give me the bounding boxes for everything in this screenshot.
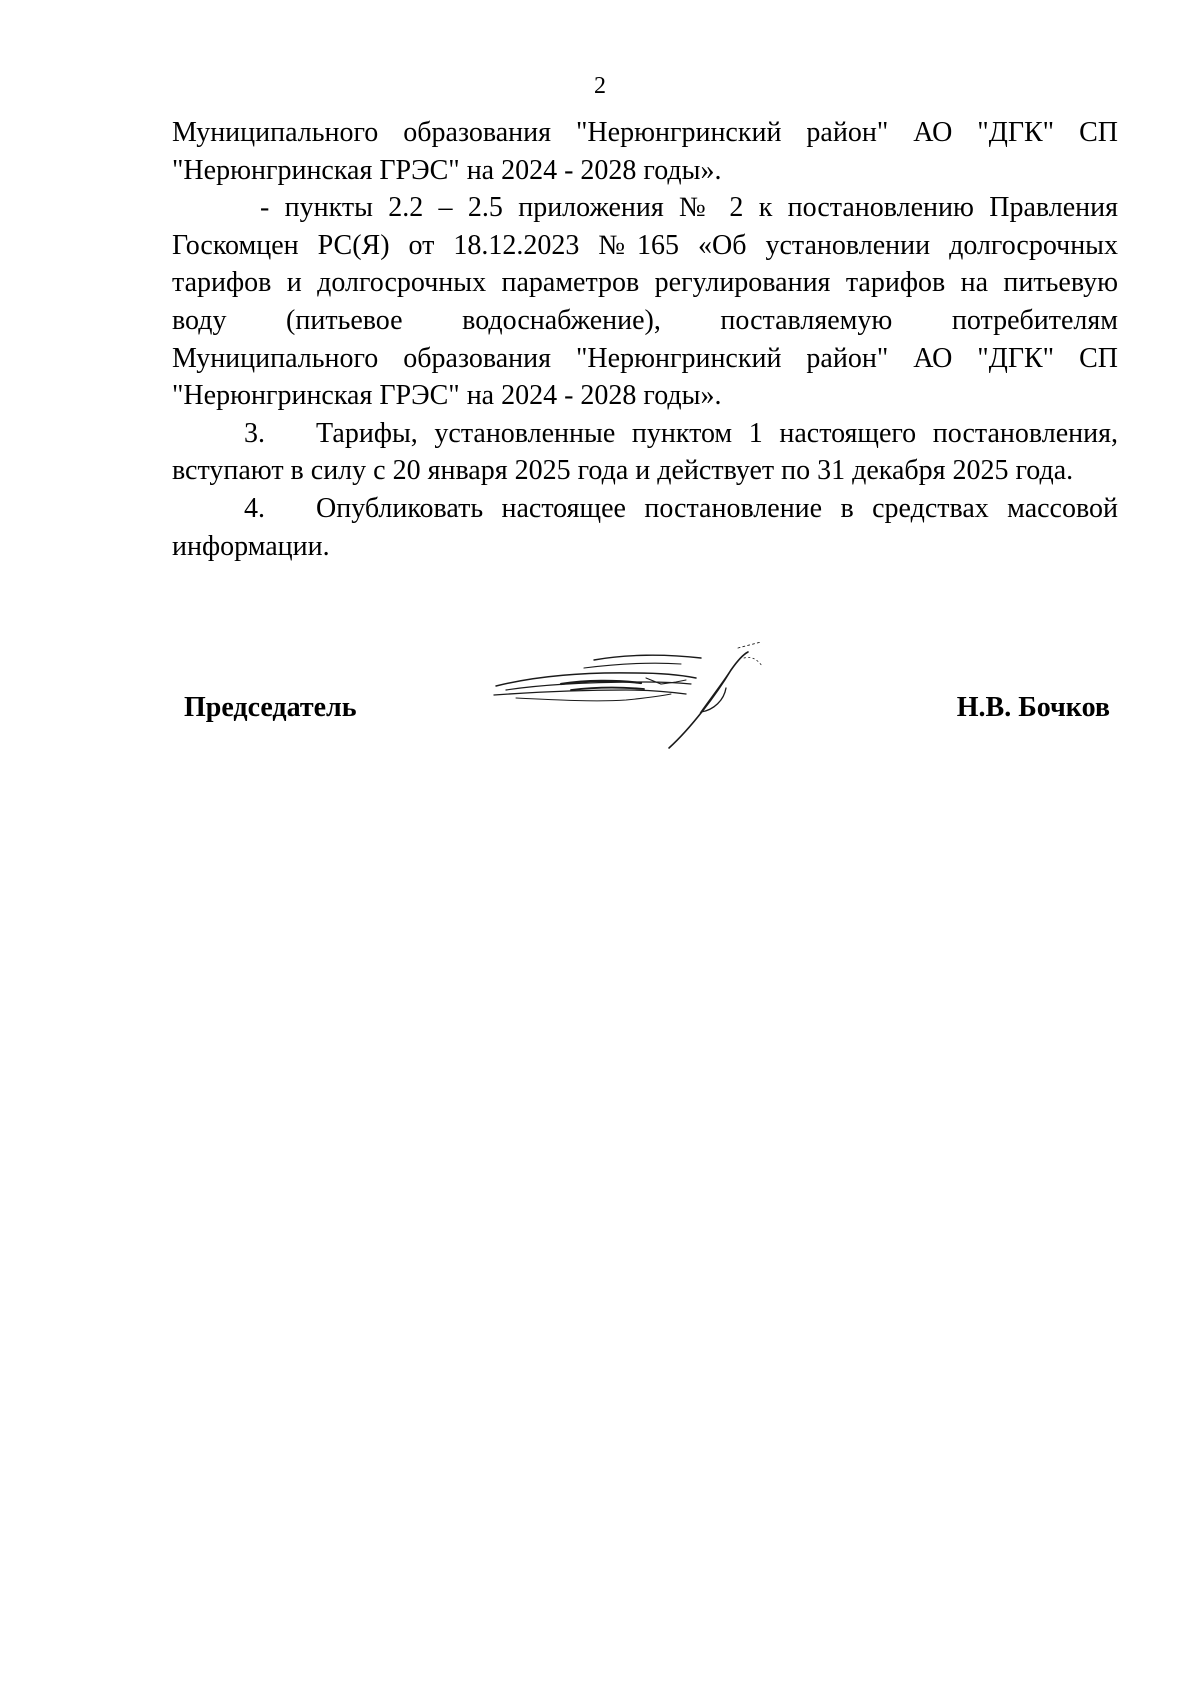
- paragraph-list-item: [172, 189, 1118, 415]
- document-body: [172, 114, 1118, 565]
- handwritten-signature-image: [476, 640, 786, 750]
- signer-position: Председатель: [184, 692, 357, 723]
- paragraph-text: Муниципального образования "Нерюнгринский район" АО "ДГК" СП "Нерюнгринская ГРЭС" на 2024 - 2028 годы».: [172, 117, 1118, 186]
- paragraph-text: - пункты 2.2 – 2.5 приложения № 2 к постановлению Правления Госкомцен РС(Я) от 18.12.2023 №165 «Об установлении долгосрочных тарифов и долгосрочных параметров регулирования тарифов на питьевую воду (питьевое водоснабжение), поставляемую потребителям Муниципального образования "Нерюнгринский район" АО "ДГК" СП "Нерюнгринская ГРЭС" на 2024 - 2028 годы».: [172, 192, 1118, 412]
- signer-name: Н.В. Бочков: [956, 692, 1110, 723]
- paragraph-text: Опубликовать настоящее постановление в средствах массовой информации.: [172, 492, 1118, 562]
- paragraph-text: Тарифы, установленные пунктом 1 настоящего постановления, вступают в силу с 20 января 2025 года и действует по 31 декабря 2025 года.: [172, 417, 1118, 487]
- paragraph-number: 3.: [244, 417, 265, 449]
- paragraph-numbered-3: [172, 415, 1118, 490]
- paragraph-number: 4.: [244, 492, 265, 524]
- paragraph-numbered-4: [172, 490, 1118, 565]
- signature-block: [0, 640, 1200, 760]
- page-number: 2: [594, 73, 606, 99]
- paragraph-continuation: [172, 114, 1118, 189]
